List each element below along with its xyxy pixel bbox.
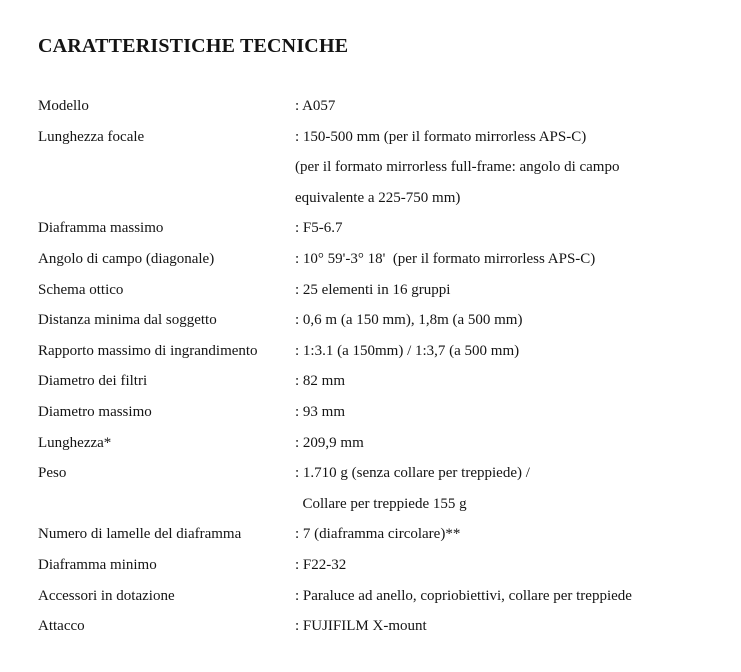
spec-value (295, 428, 735, 459)
spec-value-line: (per il formato mirrorless full-frame: angolo di campo (295, 159, 620, 176)
spec-value (295, 275, 735, 306)
spec-value-line: : 82 mm (295, 373, 346, 390)
spec-value (295, 244, 735, 275)
spec-value-line: : 209,9 mm (295, 434, 364, 451)
spec-value (295, 366, 735, 397)
spec-value-line: : FUJIFILM X-mount (295, 618, 427, 635)
spec-row (38, 122, 735, 214)
spec-value-line: : F5-6.7 (295, 220, 343, 237)
spec-label: Accessori in dotazione (38, 587, 175, 604)
spec-label: Diametro massimo (38, 403, 152, 420)
spec-value-line: : A057 (295, 98, 336, 114)
spec-row (38, 611, 735, 642)
spec-row (38, 213, 735, 244)
spec-label: Diaframma minimo (38, 556, 157, 573)
spec-value (295, 91, 735, 122)
spec-value-line: : 93 mm (295, 403, 346, 420)
spec-row (38, 275, 735, 306)
spec-row (38, 366, 735, 397)
spec-value (295, 397, 735, 428)
spec-value (295, 611, 735, 642)
spec-value-line: : 10° 59'-3° 18' (per il formato mirrorless APS-C) (295, 250, 596, 267)
spec-label: Attacco (38, 618, 85, 635)
spec-row (38, 91, 735, 122)
page-title: CARATTERISTICHE TECNICHE (38, 35, 349, 57)
spec-label: Schema ottico (38, 281, 124, 298)
spec-value-line: : 25 elementi in 16 gruppi (295, 281, 451, 298)
spec-value-line: : 7 (diaframma circolare)** (295, 526, 461, 543)
spec-value (295, 213, 735, 244)
spec-row (38, 519, 735, 550)
spec-label: Lunghezza focale (38, 128, 145, 145)
spec-label: Diametro dei filtri (38, 373, 148, 390)
spec-value (295, 581, 735, 612)
spec-row (38, 550, 735, 581)
spec-row (38, 458, 735, 519)
spec-value (295, 519, 735, 550)
spec-value (295, 458, 735, 519)
spec-label: Peso (38, 465, 67, 482)
spec-row (38, 336, 735, 367)
spec-value-line: : Paraluce ad anello, copriobiettivi, collare per treppiede (295, 587, 632, 604)
spec-label: Angolo di campo (diagonale) (38, 250, 215, 267)
spec-row (38, 305, 735, 336)
spec-label: Modello (38, 98, 89, 114)
spec-value (295, 336, 735, 367)
spec-row (38, 397, 735, 428)
spec-value (295, 305, 735, 336)
spec-label: Lunghezza* (38, 434, 112, 451)
spec-label: Numero di lamelle del diaframma (38, 526, 242, 543)
spec-label: Distanza minima dal soggetto (38, 312, 217, 329)
spec-value-line: : 150-500 mm (per il formato mirrorless APS-C) (295, 128, 587, 145)
spec-value (295, 550, 735, 581)
spec-value-line: : 0,6 m (a 150 mm), 1,8m (a 500 mm) (295, 312, 523, 329)
spec-label: Rapporto massimo di ingrandimento (38, 342, 258, 359)
spec-value (295, 122, 735, 214)
spec-label: Diaframma massimo (38, 220, 164, 237)
spec-value-line: : 1:3.1 (a 150mm) / 1:3,7 (a 500 mm) (295, 342, 520, 359)
spec-value-line: : F22-32 (295, 556, 347, 573)
spec-table (38, 91, 735, 642)
spec-value-line: equivalente a 225-750 mm) (295, 189, 461, 206)
spec-value-line: : 1.710 g (senza collare per treppiede) / (295, 465, 530, 482)
spec-value-line: Collare per treppiede 155 g (295, 495, 467, 512)
spec-row (38, 428, 735, 459)
spec-row (38, 581, 735, 612)
spec-row (38, 244, 735, 275)
